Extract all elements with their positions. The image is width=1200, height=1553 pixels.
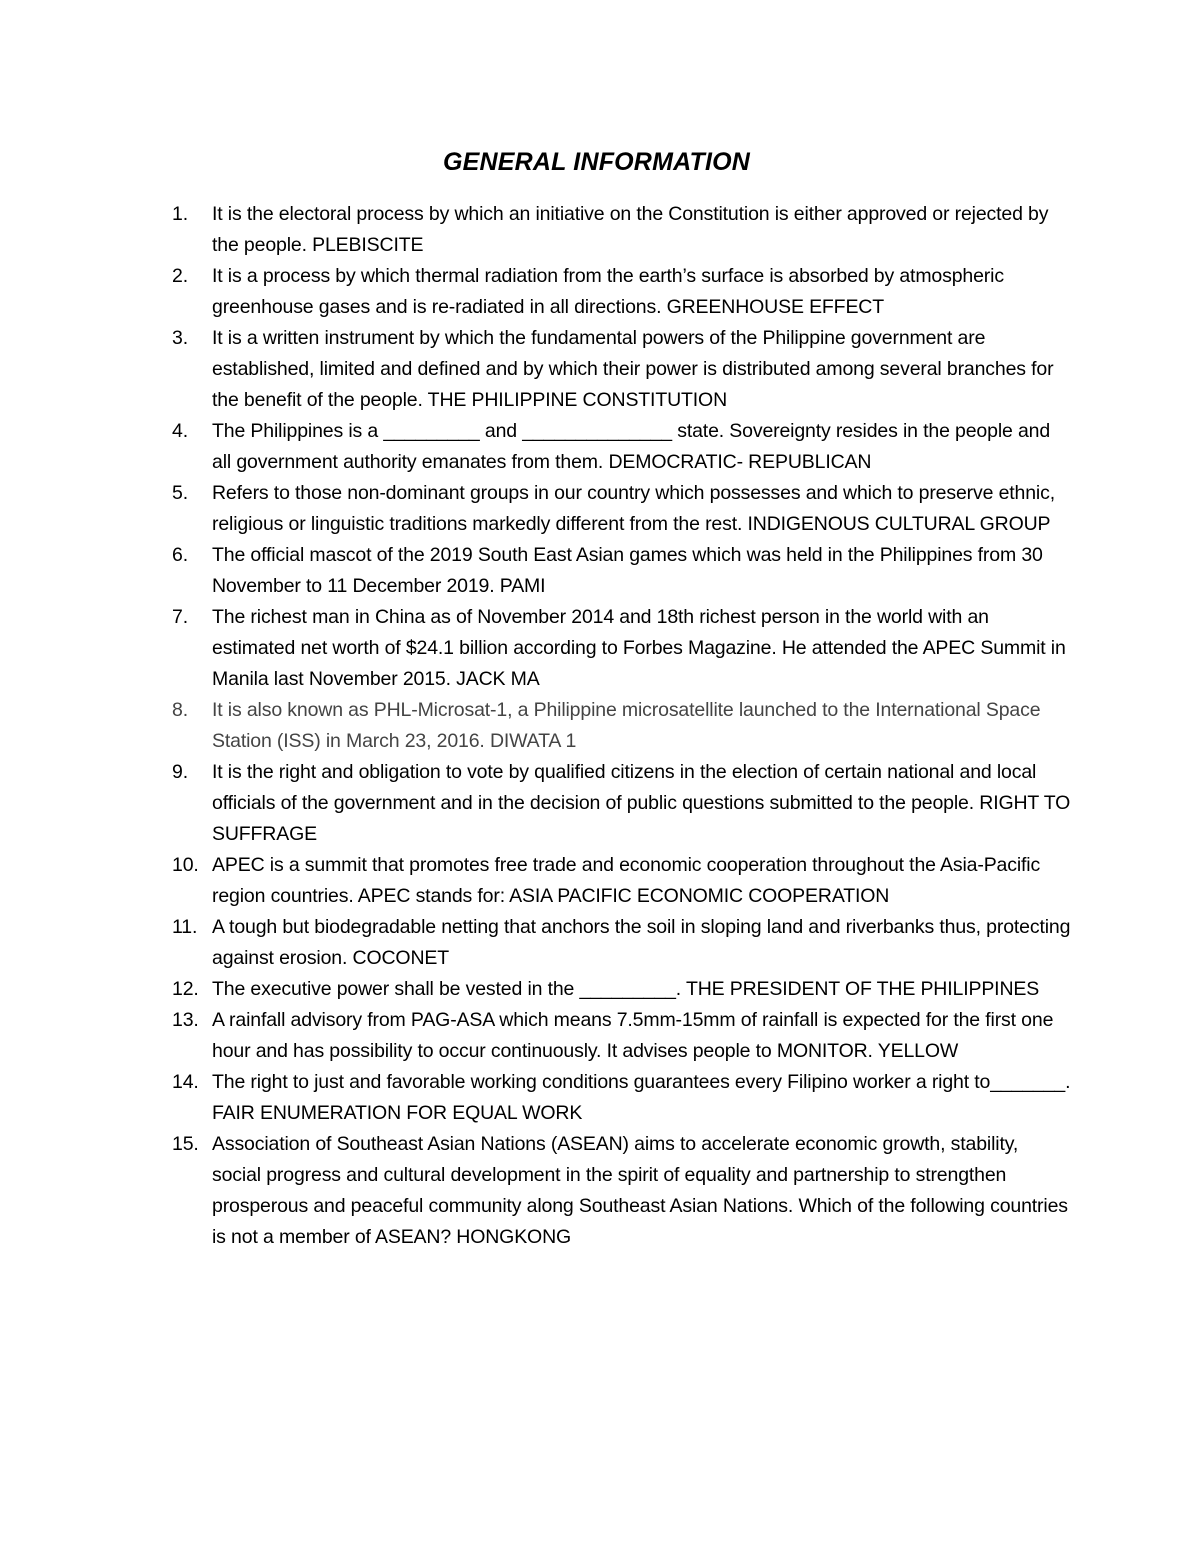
item-text: It is the electoral process by which an initiative on the Constitution is either approved or rejected by the people. PLEBISCITE xyxy=(212,203,1049,256)
page-title: GENERAL INFORMATION xyxy=(442,148,751,176)
item-text: APEC is a summit that promotes free trade and economic cooperation throughout the Asia-Pacific region countries. APEC stands for: ASIA PACIFIC ECONOMIC COOPERATION xyxy=(212,854,1041,907)
item-text: It is also known as PHL-Microsat-1, a Philippine microsatellite launched to the International Space Station (ISS) in March 23, 2016. DIWATA 1 xyxy=(212,699,1041,752)
list-item xyxy=(172,1005,1072,1067)
item-number: 9. xyxy=(172,761,188,783)
item-text: The right to just and favorable working conditions guarantees every Filipino worker a right to_______. FAIR ENUMERATION FOR EQUAL WORK xyxy=(212,1071,1071,1124)
list-item xyxy=(172,261,1072,323)
item-number: 2. xyxy=(172,265,188,287)
item-text: A tough but biodegradable netting that anchors the soil in sloping land and riverbanks thus, protecting against erosion. COCONET xyxy=(212,916,1071,969)
item-text: Refers to those non-dominant groups in our country which possesses and which to preserve ethnic, religious or linguistic traditions markedly different from the rest. INDIGENOUS CULTURAL GROUP xyxy=(212,482,1055,535)
list-item xyxy=(172,1067,1072,1129)
item-number: 8. xyxy=(172,699,188,721)
item-number: 6. xyxy=(172,544,188,566)
question-list xyxy=(172,199,1072,1253)
list-item xyxy=(172,540,1072,602)
item-number: 15. xyxy=(172,1133,199,1155)
item-text: It is the right and obligation to vote by qualified citizens in the election of certain national and local officials of the government and in the decision of public questions submitted to the people. RIGHT TO SUFFRAGE xyxy=(212,761,1071,845)
item-number: 11. xyxy=(172,916,198,938)
item-text: It is a process by which thermal radiation from the earth’s surface is absorbed by atmospheric greenhouse gases and is re-radiated in all directions. GREENHOUSE EFFECT xyxy=(212,265,1004,318)
item-number: 1. xyxy=(172,203,188,225)
item-number: 3. xyxy=(172,327,188,349)
list-item xyxy=(172,912,1072,974)
list-item xyxy=(172,850,1072,912)
list-item xyxy=(172,974,1072,1005)
item-number: 13. xyxy=(172,1009,199,1031)
item-number: 5. xyxy=(172,482,188,504)
item-text: The richest man in China as of November 2014 and 18th richest person in the world with an estimated net worth of $24.1 billion according to Forbes Magazine. He attended the APEC Summit in Manila last November 2015. JACK MA xyxy=(212,606,1066,690)
item-number: 10. xyxy=(172,854,199,876)
list-item xyxy=(172,323,1072,416)
item-number: 4. xyxy=(172,420,188,442)
item-text: The official mascot of the 2019 South East Asian games which was held in the Philippines from 30 November to 11 December 2019. PAMI xyxy=(212,544,1043,597)
item-text: A rainfall advisory from PAG-ASA which means 7.5mm-15mm of rainfall is expected for the first one hour and has possibility to occur continuously. It advises people to MONITOR. YELLOW xyxy=(212,1009,1054,1062)
list-item xyxy=(172,1129,1072,1253)
item-number: 7. xyxy=(172,606,188,628)
list-item xyxy=(172,602,1072,695)
list-item xyxy=(172,416,1072,478)
list-item xyxy=(172,695,1072,757)
item-text: It is a written instrument by which the fundamental powers of the Philippine government are established, limited and defined and by which their power is distributed among several branches for the benefit of the people. THE PHILIPPINE CONSTITUTION xyxy=(212,327,1054,411)
item-text: The Philippines is a _________ and ______________ state. Sovereignty resides in the people and all government authority emanates from them. DEMOCRATIC- REPUBLICAN xyxy=(212,420,1051,473)
list-item xyxy=(172,757,1072,850)
list-item xyxy=(172,199,1072,261)
item-text: The executive power shall be vested in the _________. THE PRESIDENT OF THE PHILIPPINES xyxy=(212,978,1040,1000)
item-number: 12. xyxy=(172,978,199,1000)
item-text: Association of Southeast Asian Nations (ASEAN) aims to accelerate economic growth, stability, social progress and cultural development in the spirit of equality and partnership to strengthen prosperous and peaceful community along Southeast Asian Nations. Which of the following countries is not a member of ASEAN? HONGKONG xyxy=(212,1133,1068,1248)
item-number: 14. xyxy=(172,1071,199,1093)
list-item xyxy=(172,478,1072,540)
